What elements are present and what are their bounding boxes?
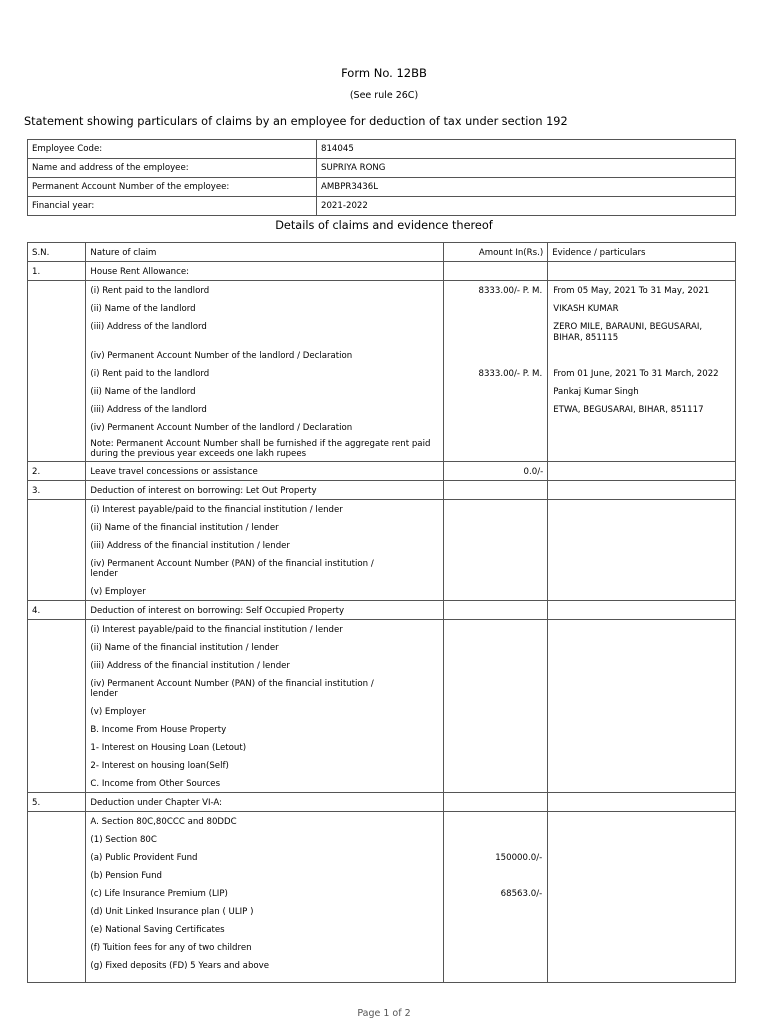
form-number: Form No. 12BB <box>341 66 427 80</box>
list-item: (ii) Name of the financial institution / lender <box>90 643 279 653</box>
section-2-row <box>28 462 736 481</box>
section-3-body <box>28 500 736 601</box>
employee-code-value: 814045 <box>317 140 736 159</box>
employee-name-label: Name and address of the employee: <box>28 159 317 178</box>
list-item: 2- Interest on housing loan(Self) <box>90 761 229 771</box>
section-4-sn: 4. <box>32 606 41 616</box>
employee-pan-label: Permanent Account Number of the employee: <box>28 178 317 197</box>
list-item: (iv) Permanent Account Number (PAN) of the financial institution / lender <box>90 679 374 699</box>
list-item: (ii) Name of the landlord <box>90 304 196 314</box>
rent-period-2: From 01 June, 2021 To 31 March, 2022 <box>553 369 719 379</box>
col-amount: Amount In(Rs.) <box>478 248 544 258</box>
details-title: Details of claims and evidence thereof <box>275 219 493 232</box>
section-5-body <box>28 812 736 983</box>
employee-pan-value: AMBPR3436L <box>317 178 736 197</box>
page-number: Page 1 of 2 <box>357 1008 411 1019</box>
section-4-body <box>28 620 736 793</box>
col-nature: Nature of claim <box>90 248 157 258</box>
landlord-address-1: ZERO MILE, BARAUNI, BEGUSARAI, BIHAR, 851115 <box>553 322 703 343</box>
ppf-amount: 150000.0/- <box>495 853 543 863</box>
section-1-sn: 1. <box>32 267 41 277</box>
employee-details-table <box>27 139 736 216</box>
list-item: C. Income from Other Sources <box>90 779 221 789</box>
list-item: (i) Interest payable/paid to the financial institution / lender <box>90 625 343 635</box>
section-5-sn: 5. <box>32 798 41 808</box>
landlord-name-2: Pankaj Kumar Singh <box>553 387 639 397</box>
list-item: (v) Employer <box>90 587 146 597</box>
section-3-sn: 3. <box>32 486 41 496</box>
section-1-body <box>28 281 736 462</box>
employee-code-row <box>28 140 736 159</box>
list-item: (g) Fixed deposits (FD) 5 Years and above <box>90 961 270 971</box>
list-item: (ii) Name of the landlord <box>90 387 196 397</box>
list-item: 1- Interest on Housing Loan (Letout) <box>90 743 247 753</box>
list-item: (iii) Address of the financial institution / lender <box>90 661 290 671</box>
list-item: (i) Rent paid to the landlord <box>90 369 210 379</box>
section-4-row <box>28 601 736 620</box>
section-5-subtitle: A. Section 80C,80CCC and 80DDC <box>90 817 237 827</box>
section-4-title: Deduction of interest on borrowing: Self Occupied Property <box>90 606 345 616</box>
financial-year-row <box>28 197 736 216</box>
lip-amount: 68563.0/- <box>500 889 543 899</box>
list-item: (b) Pension Fund <box>90 871 163 881</box>
statement-title: Statement showing particulars of claims by an employee for deduction of tax under section 192 <box>24 115 568 128</box>
list-item: (i) Interest payable/paid to the financial institution / lender <box>90 505 343 515</box>
section-5-title: Deduction under Chapter VI-A: <box>90 798 223 808</box>
list-item: (iv) Permanent Account Number (PAN) of the financial institution / lender <box>90 559 374 579</box>
rent-amount-2: 8333.00/- P. M. <box>478 369 543 379</box>
list-item: (v) Employer <box>90 707 146 717</box>
hra-note: Note: Permanent Account Number shall be furnished if the aggregate rent paid during the previous year exceeds one lakh rupees <box>90 439 431 459</box>
rent-period-1: From 05 May, 2021 To 31 May, 2021 <box>553 286 710 296</box>
table-header-row <box>28 243 736 262</box>
section-2-sn: 2. <box>32 467 41 477</box>
col-evidence: Evidence / particulars <box>552 248 646 258</box>
section-5-row <box>28 793 736 812</box>
rent-amount-1: 8333.00/- P. M. <box>478 286 543 296</box>
list-item: (iv) Permanent Account Number of the landlord / Declaration <box>90 423 353 433</box>
financial-year-value: 2021-2022 <box>317 197 736 216</box>
claims-table <box>27 242 736 983</box>
landlord-name-1: VIKASH KUMAR <box>553 304 619 314</box>
list-item: (i) Rent paid to the landlord <box>90 286 210 296</box>
rule-reference: (See rule 26C) <box>349 90 419 101</box>
financial-year-label: Financial year: <box>28 197 317 216</box>
list-item: B. Income From House Property <box>90 725 227 735</box>
col-sn: S.N. <box>32 248 50 258</box>
employee-name-row <box>28 159 736 178</box>
section-3-row <box>28 481 736 500</box>
list-item: (iv) Permanent Account Number of the landlord / Declaration <box>90 351 353 361</box>
section-3-title: Deduction of interest on borrowing: Let Out Property <box>90 486 317 496</box>
section-1-row <box>28 262 736 281</box>
list-item: (iii) Address of the financial institution / lender <box>90 541 290 551</box>
landlord-address-2: ETWA, BEGUSARAI, BIHAR, 851117 <box>553 405 704 415</box>
list-item: (d) Unit Linked Insurance plan ( ULIP ) <box>90 907 254 917</box>
list-item: (e) National Saving Certificates <box>90 925 225 935</box>
list-item: (1) Section 80C <box>90 835 157 845</box>
lta-amount: 0.0/- <box>523 467 544 477</box>
employee-pan-row <box>28 178 736 197</box>
list-item: (ii) Name of the financial institution / lender <box>90 523 279 533</box>
employee-code-label: Employee Code: <box>28 140 317 159</box>
list-item: (f) Tuition fees for any of two children <box>90 943 252 953</box>
list-item: (a) Public Provident Fund <box>90 853 198 863</box>
section-1-title: House Rent Allowance: <box>90 267 190 277</box>
list-item: (c) Life Insurance Premium (LIP) <box>90 889 228 899</box>
list-item: (iii) Address of the landlord <box>90 405 207 415</box>
section-2-title: Leave travel concessions or assistance <box>90 467 258 477</box>
employee-name-value: SUPRIYA RONG <box>317 159 736 178</box>
list-item: (iii) Address of the landlord <box>90 322 207 332</box>
